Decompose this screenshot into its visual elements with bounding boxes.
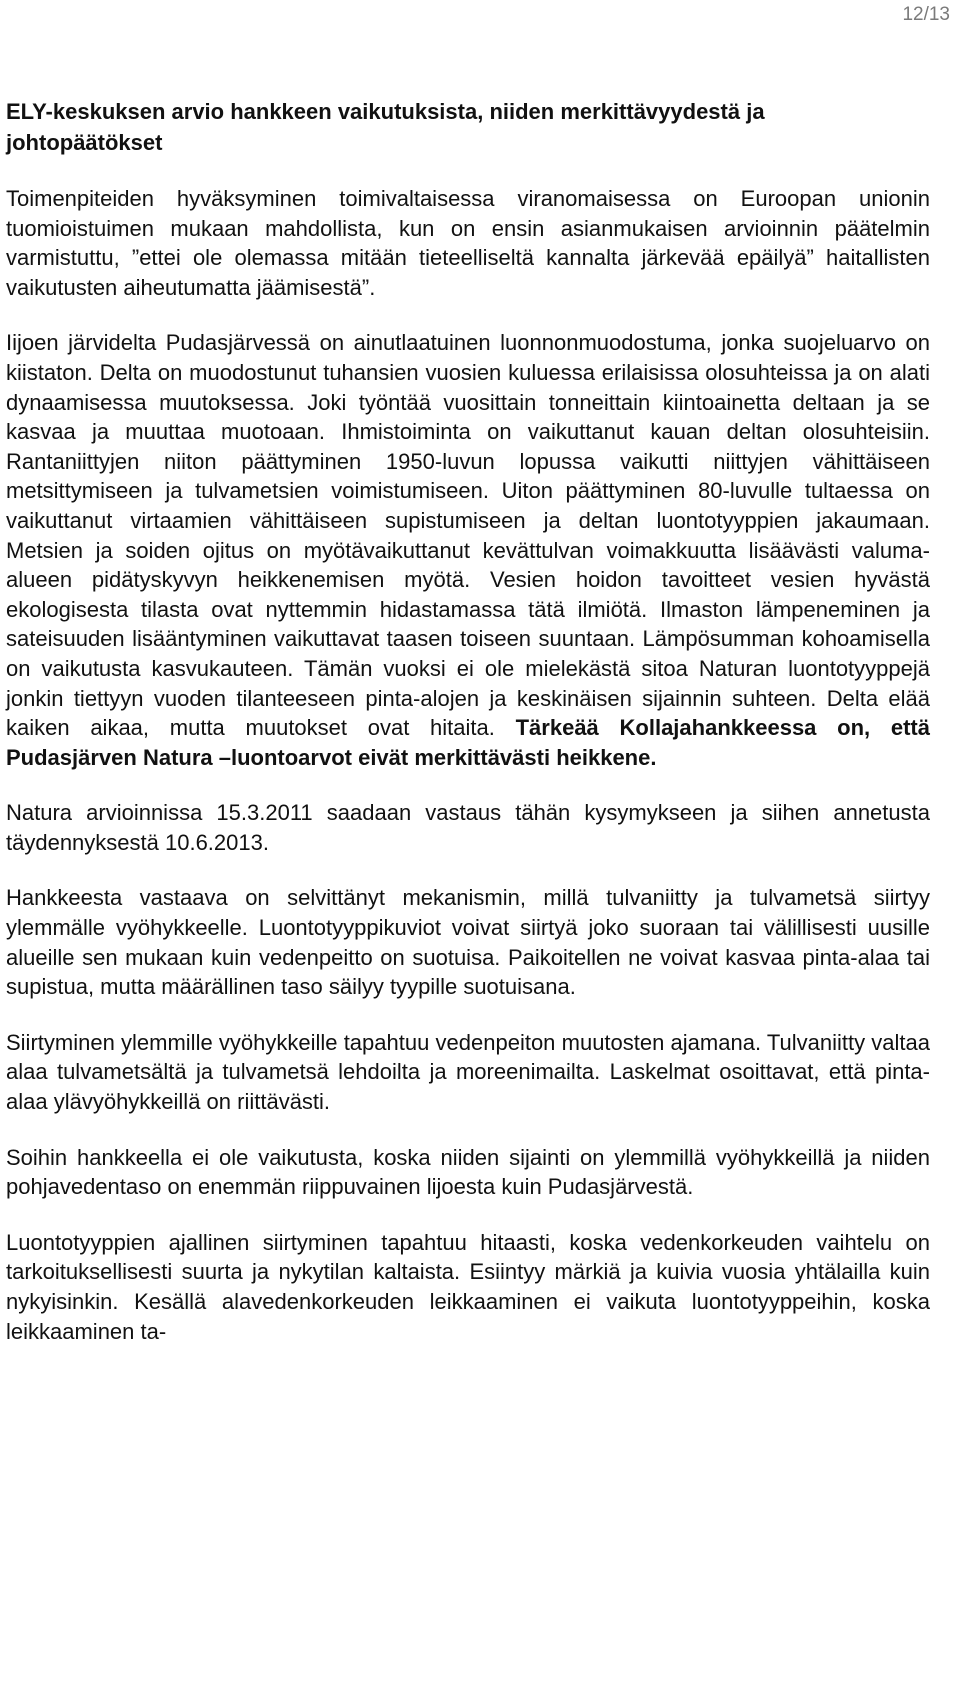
paragraph-delta-conclusion: Tärkeää Kollajahankkeessa on, että Pudasjärven Natura –luontoarvot eivät merkittävästi heikkene. xyxy=(6,715,930,770)
section-heading: ELY-keskuksen arvio hankkeen vaikutuksista, niiden merkittävyydestä ja johtopäätökset xyxy=(6,99,765,155)
paragraph-mires: Soihin hankkeella ei ole vaikutusta, koska niiden sijainti on ylemmillä vyöhykkeillä ja niiden pohjavedentaso on enemmän riippuvainen lijoesta kuin Pudasjärvestä. xyxy=(6,1144,930,1200)
document-body xyxy=(6,96,930,1372)
paragraph-delta-description xyxy=(6,328,930,772)
paragraph-legal-basis: Toimenpiteiden hyväksyminen toimivaltaisessa viranomaisessa on Euroopan unionin tuomioistuimen mukaan mahdollista, kun on ensin asianmukaisen arvioinnin päätelmin varmistuttu, ”ettei ole olemassa mitään tieteelliseltä kannalta järkevää epäilyä” haitallisten vaikutusten aiheutumatta jäämisestä”. xyxy=(6,186,930,300)
paragraph-delta-text: Iijoen järvidelta Pudasjärvessä on ainutlaatuinen luonnonmuodostuma, jonka suojeluarvo on kiistaton. Delta on muodostunut tuhansien vuosien kuluessa erilaisissa olosuhteissa ja on alati dynaamisessa muutoksessa. Joki työntää vuosittain tonneittain kiintoainetta deltaan ja se kasvaa ja muuttaa muotoaan. Ihmistoiminta on vaikuttanut kauan deltan olosuhteisiin. Rantaniittyjen niiton päättyminen 1950-luvun lopussa vaikutti niittyjen vähittäiseen metsittymiseen ja tulvametsien voimistumiseen. Uiton päättyminen 80-luvulle tultaessa on vaikuttanut virtaamien vähittäiseen supistumiseen ja deltan luontotyyppien jakaumaan. Metsien ja soiden ojitus on myötävaikuttanut kevättulvan voimakkuutta lisäävästi valuma-alueen pidätyskyvyn heikkenemisen myötä. Vesien hoidon tavoitteet vesien hyvästä ekologisesta tilasta ovat nyttemmin hidastamassa tätä ilmiötä. Ilmaston lämpeneminen ja sateisuuden lisääntyminen vaikuttavat taasen toiseen suuntaan. Lämpösumman kohoamisella on vaikutusta kasvukauteen. Tämän vuoksi ei ole mielekästä sitoa Naturan luontotyyppejä jonkin tiettyyn vuoden tilanteeseen pinta-alojen ja keskinäisen sijainnin suhteen. Delta elää kaiken aikaa, mutta muutokset ovat hitaita. xyxy=(6,330,930,741)
paragraph-temporal-shift: Luontotyyppien ajallinen siirtyminen tapahtuu hitaasti, koska vedenkorkeuden vaihtelu on tarkoituksellisesti suurta ja nykytilan kaltaista. Esiintyy märkiä ja kuivia vuosia yhtälailla kuin nykyisinkin. Kesällä alavedenkorkeuden leikkaaminen ei vaikuta luontotyyppeihin, koska leikkaaminen ta- xyxy=(6,1229,930,1344)
page-number: 12/13 xyxy=(902,4,950,25)
paragraph-mechanism: Hankkeesta vastaava on selvittänyt mekanismin, millä tulvaniitty ja tulvametsä siirtyy ylemmälle vyöhykkeelle. Luontotyyppikuviot voivat siirtyä joko suoraan tai välillisesti uusille alueille sen mukaan kuin vedenpeitto on suotuisa. Paikoitellen ne voivat kasvaa pinta-alaa tai supistua, mutta määrällinen taso säilyy tyypille suotuisana. xyxy=(6,885,930,1000)
paragraph-zone-shift: Siirtyminen ylemmille vyöhykkeille tapahtuu vedenpeiton muutosten ajamana. Tulvaniitty valtaa alaa tulvametsältä ja tulvametsä lehdoilta ja moreenimailta. Laskelmat osoittavat, että pinta-alaa ylävyöhykkeillä on riittävästi. xyxy=(6,1029,930,1115)
paragraph-natura-assessment: Natura arvioinnissa 15.3.2011 saadaan vastaus tähän kysymykseen ja siihen annetusta täydennyksestä 10.6.2013. xyxy=(6,800,930,855)
